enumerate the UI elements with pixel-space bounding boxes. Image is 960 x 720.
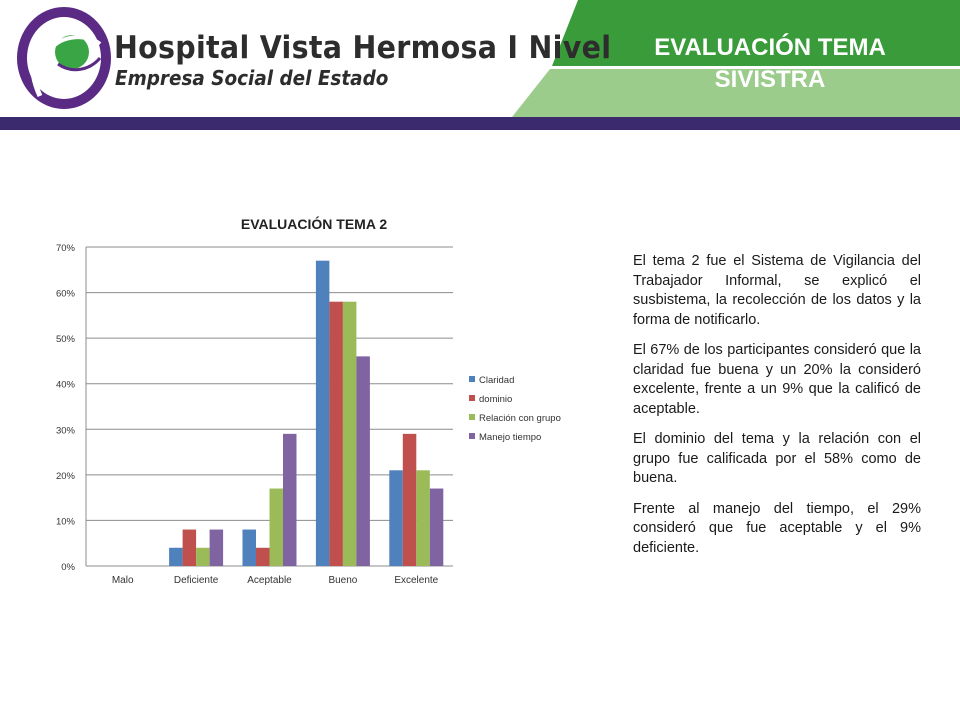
legend-swatch (469, 376, 475, 382)
slide-title-line1: EVALUACIÓN TEMA (654, 34, 886, 61)
bar (270, 489, 284, 566)
legend-label: Manejo tiempo (479, 432, 542, 443)
x-tick-label: Malo (111, 575, 134, 586)
bar (183, 530, 197, 566)
slide-header (0, 0, 960, 130)
header-purple-band (0, 117, 960, 130)
y-tick-label: 50% (55, 334, 75, 346)
legend-swatch (469, 414, 475, 420)
bar (389, 470, 403, 566)
y-tick-label: 20% (55, 470, 75, 482)
hospital-name: Hospital Vista Hermosa I Nivel (114, 30, 612, 66)
legend-swatch (469, 433, 475, 439)
y-tick-label: 60% (55, 288, 75, 300)
bar (430, 489, 444, 566)
slide-title-line2: SIVISTRA (714, 66, 826, 93)
legend-swatch (469, 395, 475, 401)
bar (329, 302, 343, 566)
legend-label: Claridad (479, 375, 515, 386)
bar (343, 302, 357, 566)
description-paragraph-1: El tema 2 fue el Sistema de Vigilancia del Trabajador Informal, se explicó el susbistema, la recolección de los datos y la forma de notificarlo. (633, 253, 921, 328)
hospital-subtitle: Empresa Social del Estado (115, 66, 389, 90)
bar (416, 470, 430, 566)
bar (316, 261, 330, 566)
bar (196, 548, 210, 566)
x-tick-label: Aceptable (247, 575, 292, 586)
legend-label: Relación con grupo (479, 413, 561, 424)
x-tick-label: Deficiente (173, 575, 219, 586)
bar (356, 356, 370, 566)
description-paragraph-2: El 67% de los participantes consideró que la claridad fue buena y un 20% la consideró excelente, frente a un 9% que la calificó de aceptable. (633, 342, 921, 417)
bar (283, 434, 297, 566)
y-tick-label: 40% (55, 379, 75, 391)
slide-title (612, 32, 928, 96)
description-text (633, 252, 921, 569)
description-paragraph-4: Frente al manejo del tiempo, el 29% consideró que fue aceptable y el 9% deficiente. (633, 500, 921, 556)
y-tick-label: 70% (55, 243, 75, 254)
y-tick-label: 30% (55, 425, 75, 437)
x-tick-label: Excelente (394, 575, 439, 586)
bar (403, 434, 417, 566)
y-tick-label: 10% (55, 516, 75, 528)
chart-title: EVALUACIÓN TEMA 2 (240, 216, 388, 232)
bar (243, 530, 257, 566)
evaluation-bar-chart (0, 200, 600, 600)
x-tick-label: Bueno (328, 575, 358, 586)
bar (210, 530, 224, 566)
bar (256, 548, 270, 566)
description-paragraph-3: El dominio del tema y la relación con el grupo fue calificada por el 58% como de buena. (633, 431, 921, 486)
legend-label: dominio (479, 394, 513, 405)
y-tick-label: 0% (61, 562, 75, 573)
bar (169, 548, 183, 566)
